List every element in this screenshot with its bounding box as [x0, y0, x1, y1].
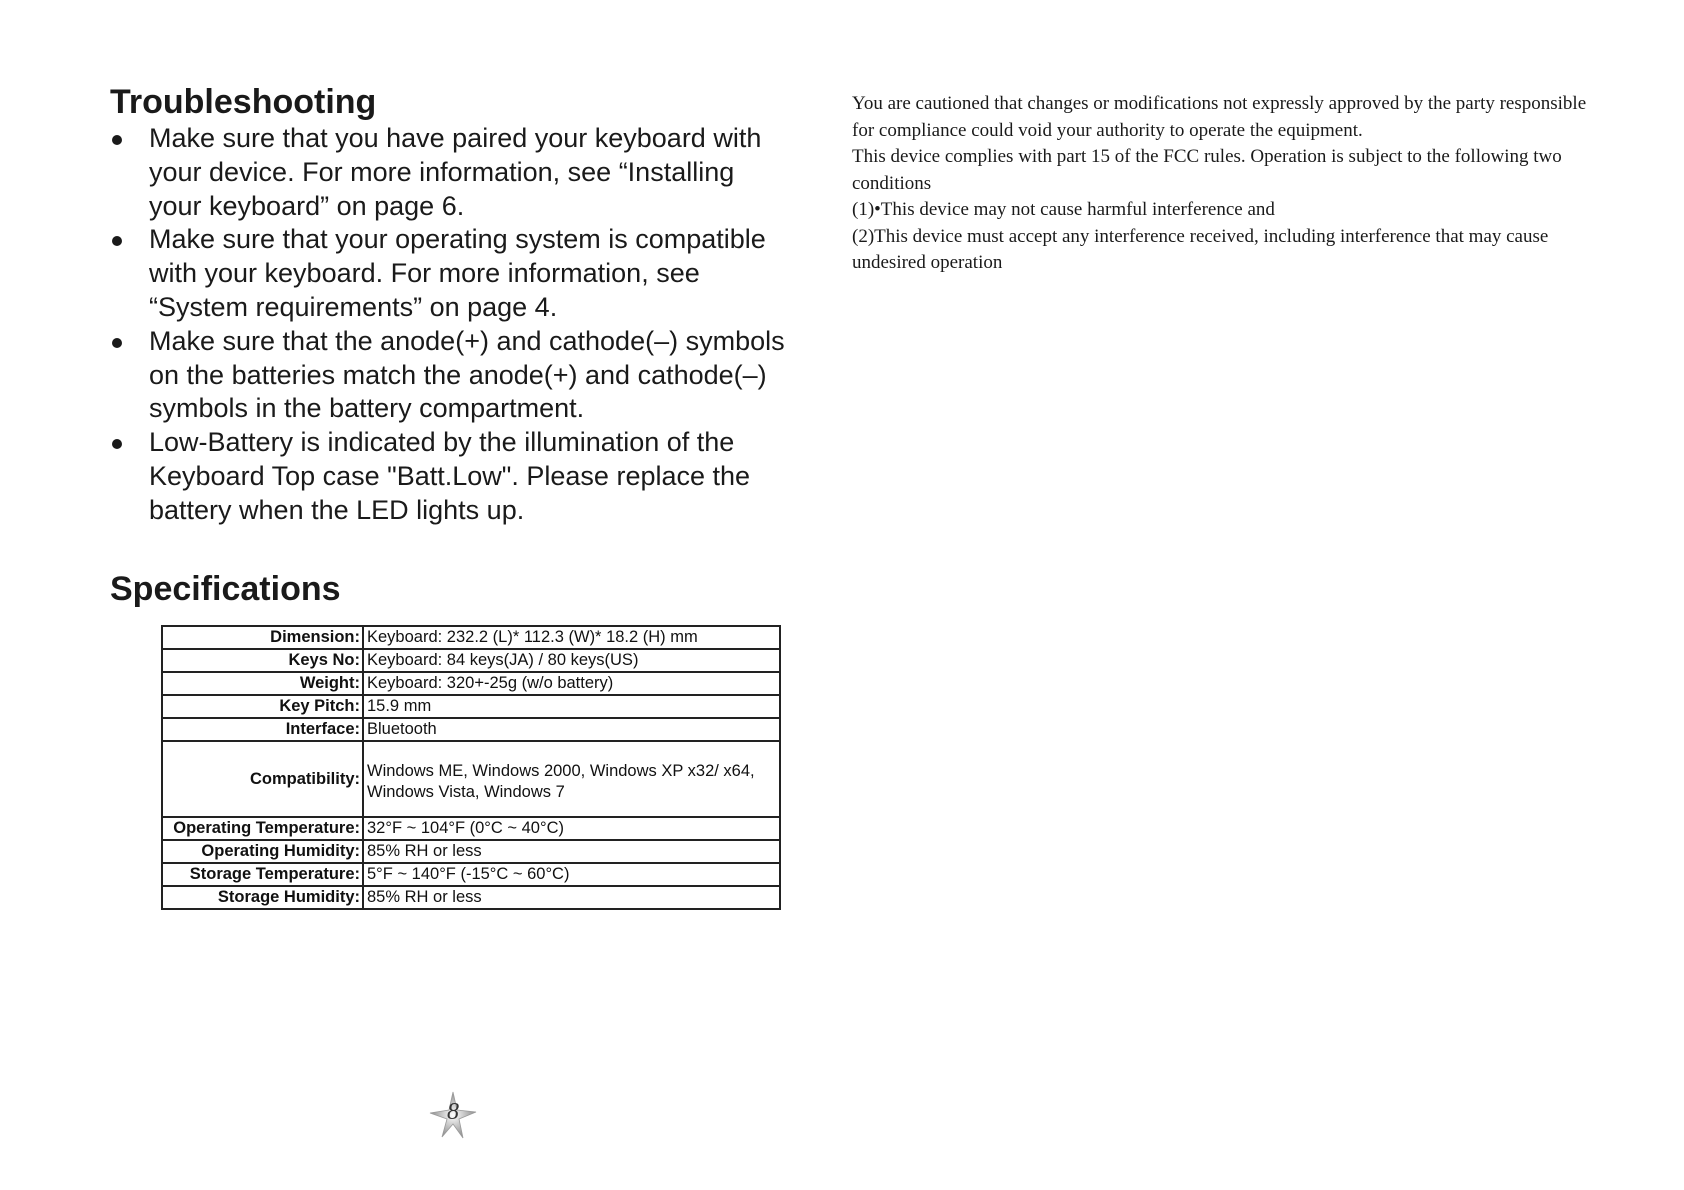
- item-line: Make sure that the anode(+) and cathode(–) symbols: [149, 325, 785, 356]
- troubleshooting-item: [110, 426, 830, 527]
- page-number: [428, 1090, 478, 1140]
- page-number-text: 8: [447, 1099, 459, 1125]
- bullet-icon: [112, 135, 122, 145]
- fcc-line: (2)This device must accept any interference received, including interference that may cause: [852, 225, 1549, 247]
- spec-value: 85% RH or less: [363, 886, 780, 909]
- spec-value: 85% RH or less: [363, 840, 780, 863]
- troubleshooting-heading: Troubleshooting: [110, 83, 377, 121]
- item-line: Low-Battery is indicated by the illumination of the: [149, 427, 735, 458]
- troubleshooting-item: [110, 122, 830, 223]
- table-row: [162, 886, 780, 909]
- spec-label: Weight:: [162, 672, 363, 695]
- spec-label: Storage Temperature:: [162, 863, 363, 886]
- spec-label: Dimension:: [162, 626, 363, 649]
- spec-label: Compatibility:: [162, 741, 363, 817]
- table-row: [162, 672, 780, 695]
- table-row: [162, 695, 780, 718]
- table-row: [162, 863, 780, 886]
- item-line: Make sure that you have paired your keyboard with: [149, 123, 762, 153]
- spec-value: 5°F ~ 140°F (-15°C ~ 60°C): [363, 863, 780, 886]
- item-line: your keyboard” on page 6.: [149, 190, 465, 221]
- bullet-icon: [112, 236, 122, 246]
- spec-value: [363, 741, 780, 817]
- troubleshooting-section: [110, 82, 830, 528]
- table-row: [162, 626, 780, 649]
- item-line: battery when the LED lights up.: [149, 494, 525, 525]
- spec-value: 15.9 mm: [363, 695, 780, 718]
- spec-label: Operating Temperature:: [162, 817, 363, 840]
- spec-label: Storage Humidity:: [162, 886, 363, 909]
- spec-label: Interface:: [162, 718, 363, 741]
- fcc-line: conditions: [852, 172, 932, 194]
- spec-label: Keys No:: [162, 649, 363, 672]
- fcc-line: for compliance could void your authority to operate the equipment.: [852, 119, 1363, 141]
- spec-value: Keyboard: 232.2 (L)* 112.3 (W)* 18.2 (H) mm: [363, 626, 780, 649]
- specifications-table: [161, 625, 781, 910]
- item-line: with your keyboard. For more information, see: [149, 258, 700, 289]
- item-line: your device. For more information, see “Installing: [149, 156, 735, 187]
- table-row: [162, 741, 780, 817]
- bullet-icon: [112, 439, 122, 449]
- fcc-line: (1)•This device may not cause harmful interference and: [852, 199, 1275, 220]
- item-line: symbols in the battery compartment.: [149, 393, 585, 424]
- fcc-line: undesired operation: [852, 252, 1003, 273]
- spec-label: Key Pitch:: [162, 695, 363, 718]
- fcc-line: You are cautioned that changes or modifications not expressly approved by the party responsible: [852, 93, 1587, 114]
- table-row: [162, 840, 780, 863]
- troubleshooting-list: [110, 122, 830, 528]
- spec-value: Keyboard: 320+-25g (w/o battery): [363, 672, 780, 695]
- specifications-heading: Specifications: [110, 570, 341, 608]
- spec-value-line: Windows ME, Windows 2000, Windows XP x32/ x64,: [367, 762, 755, 780]
- item-line: on the batteries match the anode(+) and cathode(–): [149, 359, 767, 390]
- spec-label: Operating Humidity:: [162, 840, 363, 863]
- table-row: [162, 718, 780, 741]
- bullet-icon: [112, 338, 122, 348]
- table-row: [162, 817, 780, 840]
- spec-value: 32°F ~ 104°F (0°C ~ 40°C): [363, 817, 780, 840]
- troubleshooting-item: [110, 223, 830, 324]
- fcc-line: This device complies with part 15 of the FCC rules. Operation is subject to the following two: [852, 146, 1562, 167]
- item-line: “System requirements” on page 4.: [149, 291, 558, 322]
- item-line: Keyboard Top case "Batt.Low". Please replace the: [149, 460, 751, 491]
- troubleshooting-item: [110, 325, 830, 426]
- spec-value: Bluetooth: [363, 718, 780, 741]
- fcc-statement: [852, 91, 1642, 277]
- table-row: [162, 649, 780, 672]
- spec-value-line: Windows Vista, Windows 7: [367, 783, 565, 801]
- item-line: Make sure that your operating system is compatible: [149, 224, 766, 255]
- spec-value: Keyboard: 84 keys(JA) / 80 keys(US): [363, 649, 780, 672]
